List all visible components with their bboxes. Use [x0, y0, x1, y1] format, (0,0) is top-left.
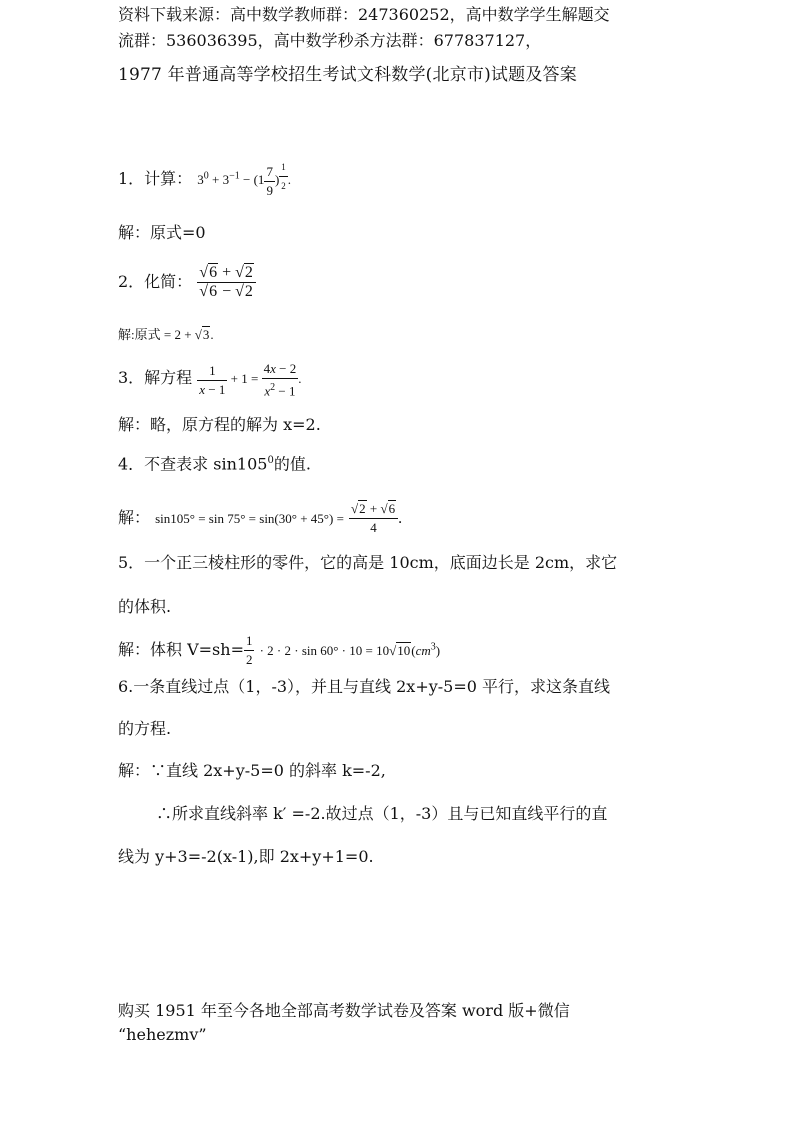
- answer-2-prefix: 解:原式 = 2 +: [118, 327, 195, 342]
- question-3-equation: $\frac{1}{x - 1}$ + 1 = $\frac{4x - 2}{x^2 - 1}$ .: [199, 361, 302, 399]
- question-6-line-1: 6.一条直线过点（1，-3），并且与直线 2x+y-5=0 平行，求这条直线: [118, 677, 611, 696]
- answer-2-suffix: .: [210, 327, 214, 342]
- answer-6-line-2: ∴所求直线斜率 k′ =-2.故过点（1，-3）且与已知直线平行的直: [156, 804, 608, 823]
- answer-5-half: $\frac{1}{2}$: [245, 633, 253, 667]
- footer-line-2: “hehezmv”: [118, 1025, 207, 1044]
- question-5-line-1: 5．一个正三棱柱形的零件，它的高是 10cm，底面边长是 2cm，求它: [118, 553, 618, 572]
- document-title: 1977 年普通高等学校招生考试文科数学(北京市)试题及答案: [118, 65, 577, 85]
- header-line-2: 流群：536036395，高中数学秒杀方法群：677837127，: [118, 31, 542, 50]
- question-4: 4．不查表求 $\sin 105^0$的值.: [118, 454, 311, 474]
- question-1: [118, 158, 291, 200]
- question-5-line-2: 的体积.: [118, 597, 172, 616]
- question-6-line-2: 的方程.: [118, 719, 172, 738]
- answer-5-expression: · 2 · 2 · sin 60° · 10 = 10: [259, 643, 390, 658]
- answer-2: 解:原式 = 2 + √3.: [118, 327, 214, 342]
- answer-5-prefix: 解：体积 V=sh=: [118, 640, 244, 659]
- question-2-fraction: $\frac{√6 + √2}{√6 - √2}$: [197, 264, 256, 301]
- question-1-label: 1．计算：: [118, 169, 193, 189]
- question-2: [118, 264, 256, 301]
- question-4-label: 4．不查表求 sin105: [118, 454, 268, 474]
- answer-5: 解：体积 V=sh= $\frac{1}{2}$ · $2 \cdot 2 \cdot \sin 60^\circ \cdot 10 = 10√10(cm^3)$: [118, 633, 441, 667]
- answer-4-prefix: 解：: [118, 508, 151, 527]
- question-1-expression: $3^0 + 3^{-1} - (1$ $\frac{7}{9}$ ) $^{\frac{1}{2}}$ .: [197, 172, 291, 187]
- answer-4: 解： sin105° = sin 75° = sin(30° + 45°) = $\frac{√2 + √6}{4}$ .: [118, 501, 403, 535]
- answer-6-line-3: 线为 y+3=-2(x-1),即 2x+y+1=0.: [118, 847, 374, 866]
- answer-4-expression: sin105° = sin 75° = sin(30° + 45°) =: [155, 511, 344, 526]
- footer-line-1: 购买 1951 年至今各地全部高考数学试卷及答案 word 版+微信: [118, 1001, 570, 1020]
- answer-4-fraction: $\frac{√2 + √6}{4}$: [349, 500, 398, 537]
- header-line-1: 资料下载来源：高中数学教师群：247360252，高中数学学生解题交: [118, 5, 610, 24]
- question-2-label: 2．化简：: [118, 272, 193, 291]
- question-3-label: 3．解方程: [118, 368, 193, 388]
- question-4-suffix: 的值.: [273, 454, 311, 474]
- answer-3: 解：略，原方程的解为 x=2.: [118, 415, 321, 434]
- answer-6-line-1: 解：∵直线 2x+y-5=0 的斜率 k=-2,: [118, 761, 386, 780]
- question-3: [118, 360, 301, 400]
- answer-1: 解：原式=0: [118, 223, 206, 242]
